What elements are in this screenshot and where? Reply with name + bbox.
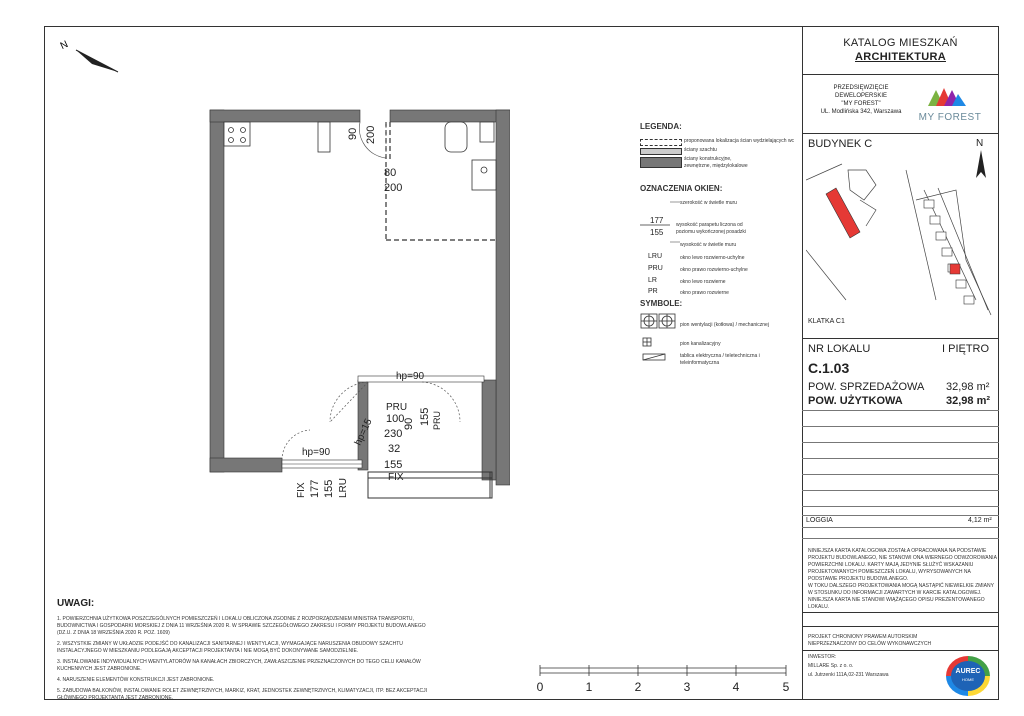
dim-90b: 90 [403, 417, 415, 430]
developer-line1: PRZEDSIĘWZIĘCIE [833, 85, 889, 91]
win-key-top: 177 [650, 216, 664, 225]
dim-32: 32 [388, 443, 401, 455]
dim-177: 177 [309, 479, 321, 498]
win-note-1: szerokość w świetle muru [680, 200, 737, 206]
symbol-sewer: pion kanalizacyjny [680, 341, 721, 347]
copyright-line1: PROJEKT CHRONIONY PRAWEM AUTORSKIM [808, 634, 918, 640]
unit-nr-label: NR LOKALU [808, 343, 871, 355]
svg-text:N: N [58, 39, 70, 53]
aurec-logo-icon [946, 656, 990, 696]
legend-title: LEGENDA: [640, 122, 682, 131]
win-type-lru-desc: okno lewo rozwierno-uchylne [680, 255, 745, 261]
wall-left [210, 110, 224, 472]
dim-155a: 155 [419, 407, 431, 426]
dim-fix: FIX [388, 472, 404, 483]
copyright-line2: NIEPRZEZNACZONY DO CELÓW WYKONAWCZYCH [808, 641, 932, 647]
scale-tick: 1 [585, 680, 593, 694]
symbols-title: SYMBOLE: [640, 299, 683, 308]
dim-hp15: hp=15 [352, 417, 375, 448]
north-arrow-icon [56, 34, 126, 78]
investor-label: INWESTOR: [808, 654, 837, 660]
scale-tick: 5 [782, 680, 790, 694]
dim-pru-right: PRU [432, 410, 442, 430]
dim-80: 80 [384, 167, 397, 179]
developer-line4: UL. Modlińska 342, Warszawa [820, 109, 902, 115]
disclaimer-line: NINIEJSZA KARTA KATALOGOWA ZOSTAŁA OPRACOWANA NA PODSTAWIE [808, 548, 987, 554]
disclaimer-line: PODSTAWIE PROJEKTU BUDOWLANEGO. [808, 576, 909, 582]
wall-top-left [210, 110, 360, 122]
uwagi-item: 2. WSZYSTKIE ZMIANY W UKŁADZIE PODEJŚĆ DO KANALIZACJI SANITARNEJ I WENTYLACJI, WYMAGAJĄCE NARUSZENIA OBUDOWY SZACHTU INSTALACYJNEGO W MIESZKANIU PODLEGAJĄ AKCEPTACJI PROJEKTANTA I NIE MOGĄ BYĆ DOKONYWANE SAMODZIELNIE. [57, 641, 403, 654]
win-type-lr: LR [648, 277, 657, 284]
pow-sprzedazowa-value: 32,98 m² [946, 381, 990, 393]
pow-sprzedazowa-label: POW. SPRZEDAŻOWA [808, 381, 925, 393]
symbol-electric: tablica elektryczna / teletechniczna i teleinformatyczna [680, 353, 760, 366]
win-key-bottom: 155 [650, 228, 664, 237]
legend-swatch-dashed [640, 139, 682, 146]
dim-100: 100 [386, 413, 405, 425]
scale-tick: 4 [732, 680, 740, 694]
unit-floor: I PIĘTRO [942, 343, 990, 355]
win-note-3: wysokość w świetle muru [680, 242, 737, 248]
developer-line2: DEWELOPERSKIE [834, 93, 887, 99]
aurec-logo-sub: HOME [962, 677, 974, 682]
win-type-lr-desc: okno lewo rozwierne [680, 279, 726, 285]
dim-lru: LRU [338, 477, 349, 498]
unit-code: C.1.03 [808, 360, 850, 376]
pow-uzytkowa-value: 32,98 m² [946, 395, 991, 407]
dim-pru: PRU [386, 402, 408, 413]
windows-title: OZNACZENIA OKIEN: [640, 184, 723, 193]
win-type-pru-desc: okno prawo rozwierno-uchylne [680, 267, 748, 273]
uwagi-item: 5. ZABUDOWA BALKONÓW, INSTALOWANIE ROLET ZEWNĘTRZNYCH, MARKIZ, KRAT, JEDNOSTEK ZEWNĘTRZNYCH, KLIMATYZACJI, ITP. BEZ AKCEPTACJI GŁÓWNEGO PROJEKTANTA JEST ZABRONIONE. [57, 688, 427, 701]
legend-item-1: proponowana lokalizacja ścian wydzielających wc [684, 138, 795, 144]
investor-address: ul. Jutrzenki 111A,02-231 Warszawa [808, 672, 889, 678]
scale-tick: 2 [634, 680, 642, 694]
building-north-label: N [976, 138, 984, 149]
dim-200: 200 [365, 125, 377, 144]
klatka-label: KLATKA C1 [808, 318, 845, 325]
pow-uzytkowa-label: POW. UŻYTKOWA [808, 395, 903, 407]
my-forest-logo-icon [924, 86, 968, 108]
dim-155b: 155 [384, 459, 403, 471]
dim-hp90: hp=90 [302, 447, 331, 458]
win-type-lru: LRU [648, 253, 663, 260]
my-forest-logo-text: MY FOREST [918, 112, 982, 123]
dim-hp90-top: hp=90 [396, 371, 425, 382]
win-type-pru: PRU [648, 265, 663, 272]
symbols-icons [640, 312, 680, 364]
developer-line3: "MY FOREST" [841, 101, 881, 107]
disclaimer-line: POWIERZCHNI LOKALU. KARTY MAJĄ JEDYNIE SŁUŻYĆ WSKAZANIU [808, 562, 974, 568]
disclaimer-line: W TOKU DALSZEGO PROJEKTOWANIA MOGĄ NASTĄPIĆ NIEWIELKIE ZMIANY [808, 583, 994, 589]
wall-bottom-left [210, 458, 282, 472]
site-plan-map [806, 160, 996, 318]
scale-tick: 3 [683, 680, 691, 694]
investor-name: MILLARE Sp. z o. o. [808, 663, 854, 669]
dim-fix-left: FIX [296, 482, 307, 498]
legend-item-2: ściany szachtu [684, 147, 717, 153]
symbol-vent: pion wentylacji (kotłowa) / mechanicznej [680, 322, 769, 328]
building-label: BUDYNEK C [808, 138, 873, 150]
disclaimer-line: PROJEKTOWANYCH POMIESZCZEŃ LOKALU, WYRYSOWANYCH NA [808, 569, 971, 575]
disclaimer-text [808, 548, 998, 611]
win-note-2: wysokość parapetu liczona od poziomu wykończonej posadzki [676, 222, 747, 235]
disclaimer-line: NINIEJSZA KARTA NIE STANOWI WIĄŻĄCEGO OPISU PREZENTOWANEGO [808, 597, 985, 603]
legend-swatch-shaft [640, 148, 682, 155]
dim-200b: 200 [384, 182, 403, 194]
catalog-title: KATALOG MIESZKAŃ [843, 37, 958, 49]
loggia-label: LOGGIA [806, 517, 833, 524]
wall-top-right [390, 110, 510, 122]
scale-bar [530, 660, 800, 696]
catalog-subtitle: ARCHITEKTURA [855, 51, 946, 63]
win-type-pr: PR [648, 288, 658, 295]
scale-tick: 0 [536, 680, 544, 694]
win-type-pr-desc: okno prawo rozwierne [680, 290, 729, 296]
floor-plan [190, 100, 510, 520]
legend-item-3: ściany konstrukcyjne, zewnętrzne, międzylokalowe [684, 156, 748, 169]
dim-230: 230 [384, 428, 403, 440]
disclaimer-line: PROJEKTU BUDOWLANEGO, NIE STANOWI ONA WIERNEGO ODWZOROWANIA [808, 555, 997, 561]
dim-155c: 155 [323, 479, 335, 498]
uwagi-title: UWAGI: [57, 598, 95, 609]
dim-90: 90 [347, 127, 359, 140]
uwagi-list [57, 616, 427, 702]
uwagi-item: 4. NARUSZENIE ELEMENTÓW KONSTRUKCJI JEST ZABRONIONE. [57, 677, 215, 683]
disclaimer-line: LOKALU. [808, 604, 830, 610]
uwagi-item: 1. POWIERZCHNIA UŻYTKOWA POSZCZEGÓLNYCH POMIESZCZEŃ I LOKALU OBLICZONA ZGODNIE Z ROZPORZĄDZENIEM MINISTRA TRANSPORTU, BUDOWNICTWA I GOSPODARKI MORSKIEJ Z DNIA 11 WRZEŚNIA 2020 R. W SPRAWIE SZCZEGÓŁOWEGO ZAKRESU I FORMY PROJEKTU BUDOWLANEGO (DZ.U. Z DNIA 18 WRZEŚNIA 2020 R. POZ. 1609) [57, 616, 426, 636]
loggia-value: 4,12 m² [968, 517, 992, 524]
disclaimer-line: W STOSUNKU DO INFORMACJI ZAWARTYCH W KARCIE KATALOGOWEJ. [808, 590, 982, 596]
uwagi-item: 3. INSTALOWANIE INDYWIDUALNYCH WENTYLATORÓW NA KANAŁACH ZBIORCZYCH, ZAWŁASZCZENIE PRZEZNACZONYCH DO TEGO CELU KANAŁÓW KUCHENNYCH JEST ZABRONIONE. [57, 659, 421, 672]
aurec-logo-text: AUREC [955, 668, 981, 675]
legend-swatch-wall [640, 157, 682, 168]
sidebar-divider [802, 26, 803, 700]
wall-right [496, 110, 510, 485]
